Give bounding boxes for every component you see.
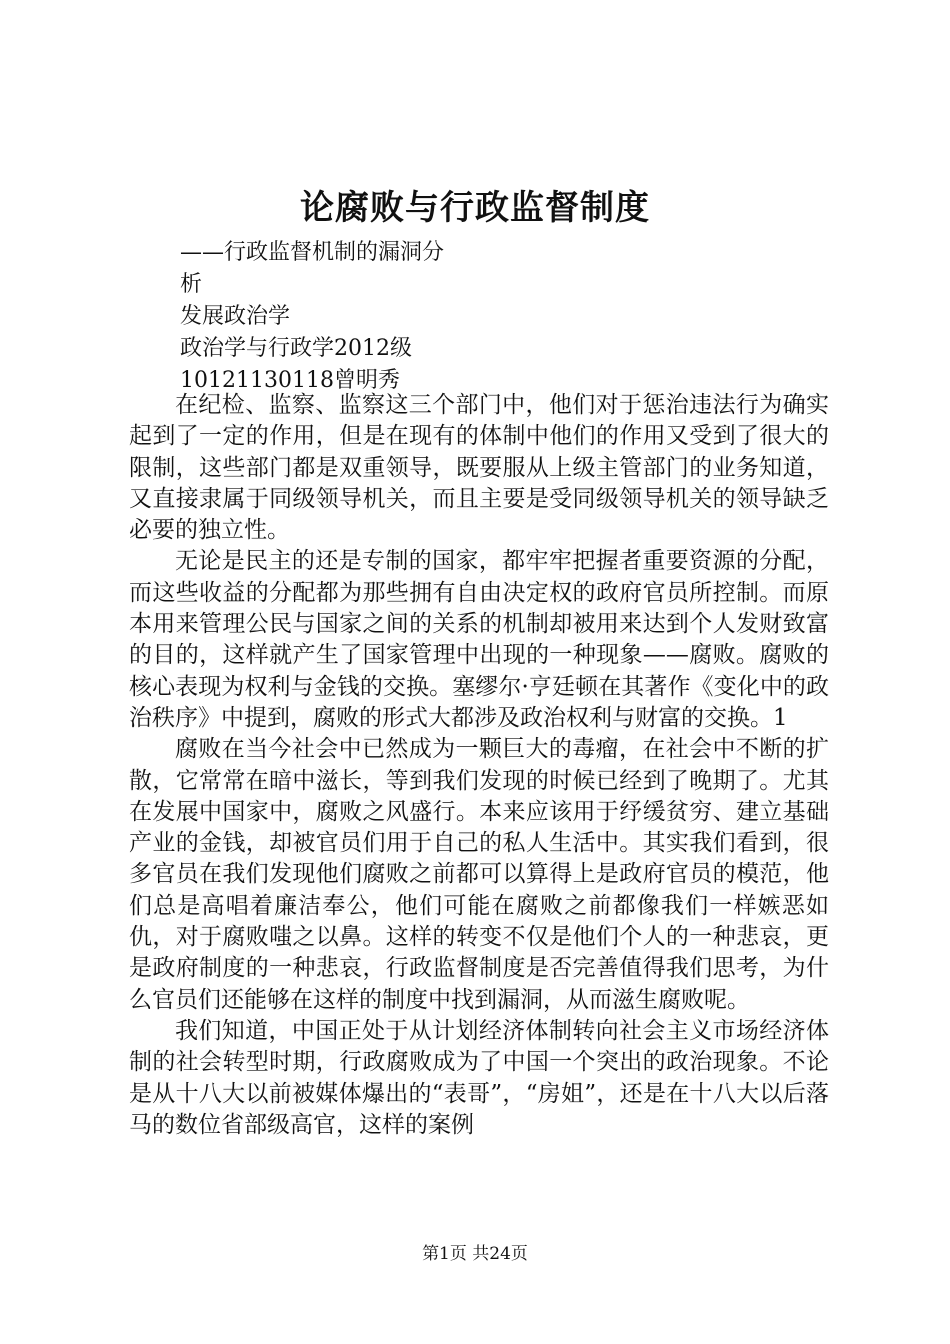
subtitle-line-2: 析 <box>180 272 203 297</box>
paragraph: 腐败在当今社会中已然成为一颗巨大的毒瘤，在社会中不断的扩散，它常常在暗中滋长，等到我们发现的时候已经到了晚期了。尤其在发展中国家中，腐败之风盛行。本来应该用于纾缓贫穷、建立基础产业的金钱，却被官员们用于自己的私人生活中。其实我们看到，很多官员在我们发现他们腐败之前都可以算得上是政府官员的模范，他们总是高唱着廉洁奉公，他们可能在腐败之前都像我们一样嫉恶如仇，对于腐败嗤之以鼻。这样的转变不仅是他们个人的一种悲哀，更是政府制度的一种悲哀，行政监督制度是否完善值得我们思考，为什么官员们还能够在这样的制度中找到漏洞，从而滋生腐败呢。 <box>129 736 829 1013</box>
major-line: 发展政治学 <box>180 304 291 329</box>
subtitle-line-1: ——行政监督机制的漏洞分 <box>180 240 445 265</box>
paragraph: 在纪检、监察、监察这三个部门中，他们对于惩治违法行为确实起到了一定的作用，但是在现有的体制中他们的作用又受到了很大的限制，这些部门都是双重领导，既要服从上级主管部门的业务知道，又直接隶属于同级领导机关，而且主要是受同级领导机关的领导缺乏必要的独立性。 <box>129 392 829 544</box>
document-meta <box>180 237 840 397</box>
document-title: 论腐败与行政监督制度 <box>300 188 650 228</box>
class-line: 政治学与行政学2012级 <box>180 336 412 361</box>
page-footer: 第1页 共24页 <box>422 1244 528 1264</box>
paragraph: 无论是民主的还是专制的国家，都牢牢把握者重要资源的分配，而这些收益的分配都为那些拥有自由决定权的政府官员所控制。而原本用来管理公民与国家之间的关系的机制却被用来达到个人发财致富的目的，这样就产生了国家管理中出现的一种现象——腐败。腐败的核心表现为权利与金钱的交换。塞缪尔·亨廷顿在其著作《变化中的政治秩序》中提到，腐败的形式大都涉及政治权利与财富的交换。1 <box>129 548 829 731</box>
author-line: 10121130118曾明秀 <box>180 368 400 393</box>
document-body <box>129 390 829 1141</box>
paragraph: 我们知道，中国正处于从计划经济体制转向社会主义市场经济体制的社会转型时期，行政腐败成为了中国一个突出的政治现象。不论是从十八大以前被媒体爆出的“表哥”，“房姐”，还是在十八大以后落马的数位省部级高官，这样的案例 <box>129 1017 829 1138</box>
